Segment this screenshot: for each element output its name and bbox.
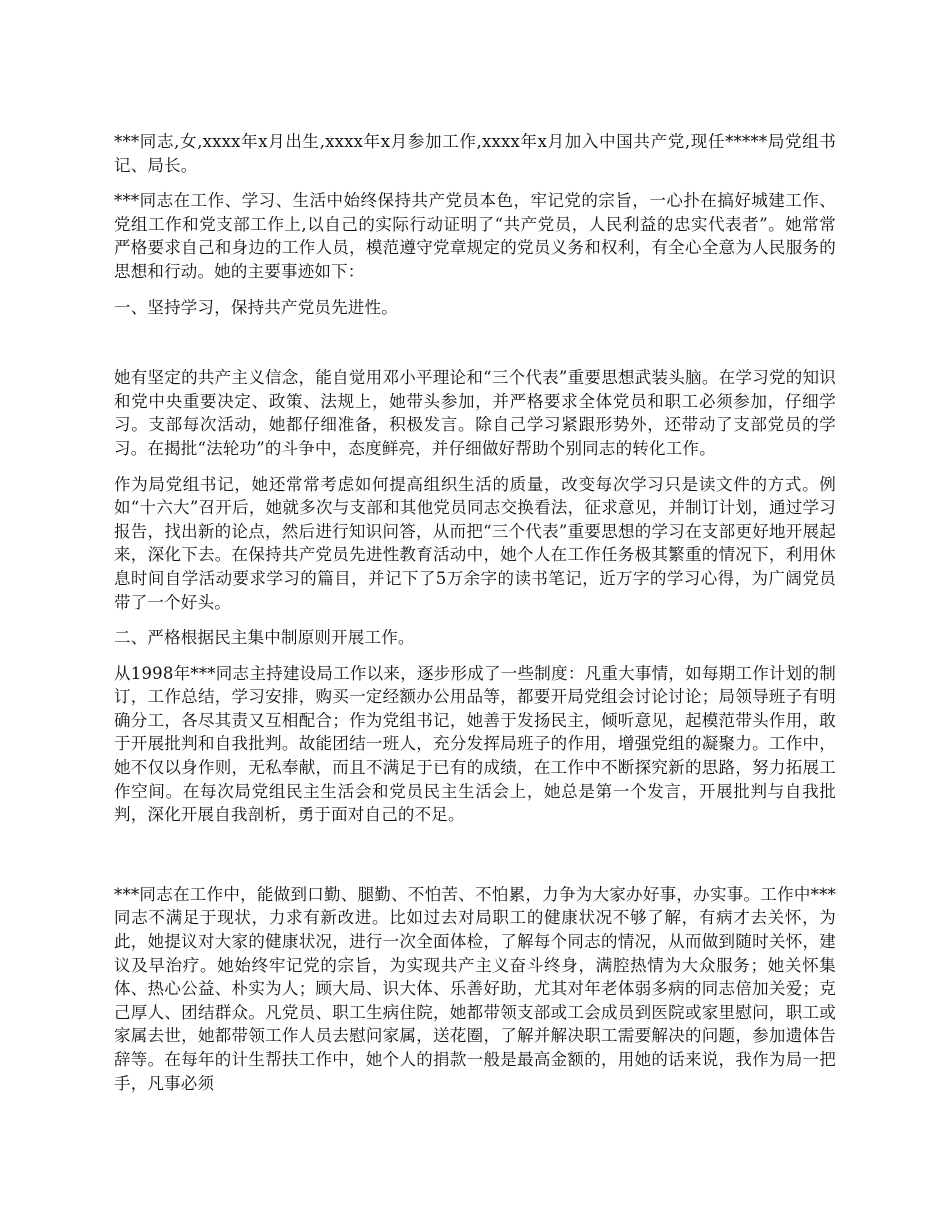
- intro-paragraph: ***同志,女,xxxx年x月出生,xxxx年x月参加工作,xxxx年x月加入中国共产党,现任*****局党组书记、局长。: [114, 132, 836, 175]
- blank-spacer: [114, 331, 836, 366]
- blank-spacer: [114, 839, 836, 883]
- body-paragraph: 作为局党组书记，她还常常考虑如何提高组织生活的质量，改变每次学习只是读文件的方式。例如“十六大”召开后，她就多次与支部和其他党员同志交换看法，征求意见，并制订计划，通过学习报告，找出新的论点，然后进行知识问答，从而把“三个代表”重要思想的学习在支部更好地开展起来，深化下去。在保持共产党员先进性教育活动中，她个人在工作任务极其繁重的情况下，利用休息时间自学活动要求学习的篇目，并记下了5万余字的读书笔记，近万字的学习心得，为广阔党员带了一个好头。: [114, 474, 836, 612]
- body-paragraph: 从1998年***同志主持建设局工作以来，逐步形成了一些制度：凡重大事情，如每期工作计划的制订，工作总结，学习安排，购买一定经额办公用品等，都要开局党组会讨论讨论；局领导班子有明确分工，各尽其责又互相配合；作为党组书记，她善于发扬民主，倾听意见，起模范带头作用，敢于开展批判和自我批判。故能团结一班人，充分发挥局班子的作用，增强党组的凝聚力。工作中，她不仅以身作则，无私奉献，而且不满足于已有的成绩，在工作中不断探究新的思路，努力拓展工作空间。在每次局党组民主生活会和党员民主生活会上，她总是第一个发言，开展批判与自我批判，深化开展自我剖析，勇于面对自己的不足。: [114, 663, 836, 825]
- body-paragraph: 她有坚定的共产主义信念，能自觉用邓小平理论和“三个代表”重要思想武装头脑。在学习党的知识和党中央重要决定、政策、法规上，她带头参加，并严格要求全体党员和职工必须参加，仔细学习。支部每次活动，她都仔细准备，积极发言。除自己学习紧跟形势外，还带动了支部党员的学习。在揭批“法轮功”的斗争中，态度鲜亮，并仔细做好帮助个别同志的转化工作。: [114, 368, 836, 458]
- section-heading-1: 一、坚持学习，保持共产党员先进性。: [114, 297, 398, 317]
- summary-paragraph: ***同志在工作、学习、生活中始终保持共产党员本色，牢记党的宗旨，一心扑在搞好城建工作、党组工作和党支部工作上,以自己的实际行动证明了“共产党员，人民利益的忠实代表者”。她常常严格要求自己和身边的工作人员，模范遵守党章规定的党员义务和权利，有全心全意为人民服务的思想和行动。她的主要事迹如下：: [114, 191, 836, 281]
- document-body: [114, 130, 836, 1107]
- section-heading-2: 二、严格根据民主集中制原则开展工作。: [114, 628, 415, 648]
- body-paragraph: ***同志在工作中，能做到口勤、腿勤、不怕苦、不怕累，力争为大家办好事，办实事。工作中***同志不满足于现状，力求有新改进。比如过去对局职工的健康状况不够了解，有病才去关怀，为此，她提议对大家的健康状况，进行一次全面体检，了解每个同志的情况，从而做到随时关怀，建议及早治疗。她始终牢记党的宗旨，为实现共产主义奋斗终身，满腔热情为大众服务；她关怀集体、热心公益、朴实为人；顾大局、识大体、乐善好助，尤其对年老体弱多病的同志倍加关爱；克己厚人、团结群众。凡党员、职工生病住院，她都带领支部或工会成员到医院或家里慰问，职工或家属去世，她都带领工作人员去慰问家属，送花圈，了解并解决职工需要解决的问题，参加遗体告辞等。在每年的计生帮扶工作中，她个人的捐款一般是最高金额的，用她的话来说，我作为局一把手，凡事必须: [114, 884, 836, 1093]
